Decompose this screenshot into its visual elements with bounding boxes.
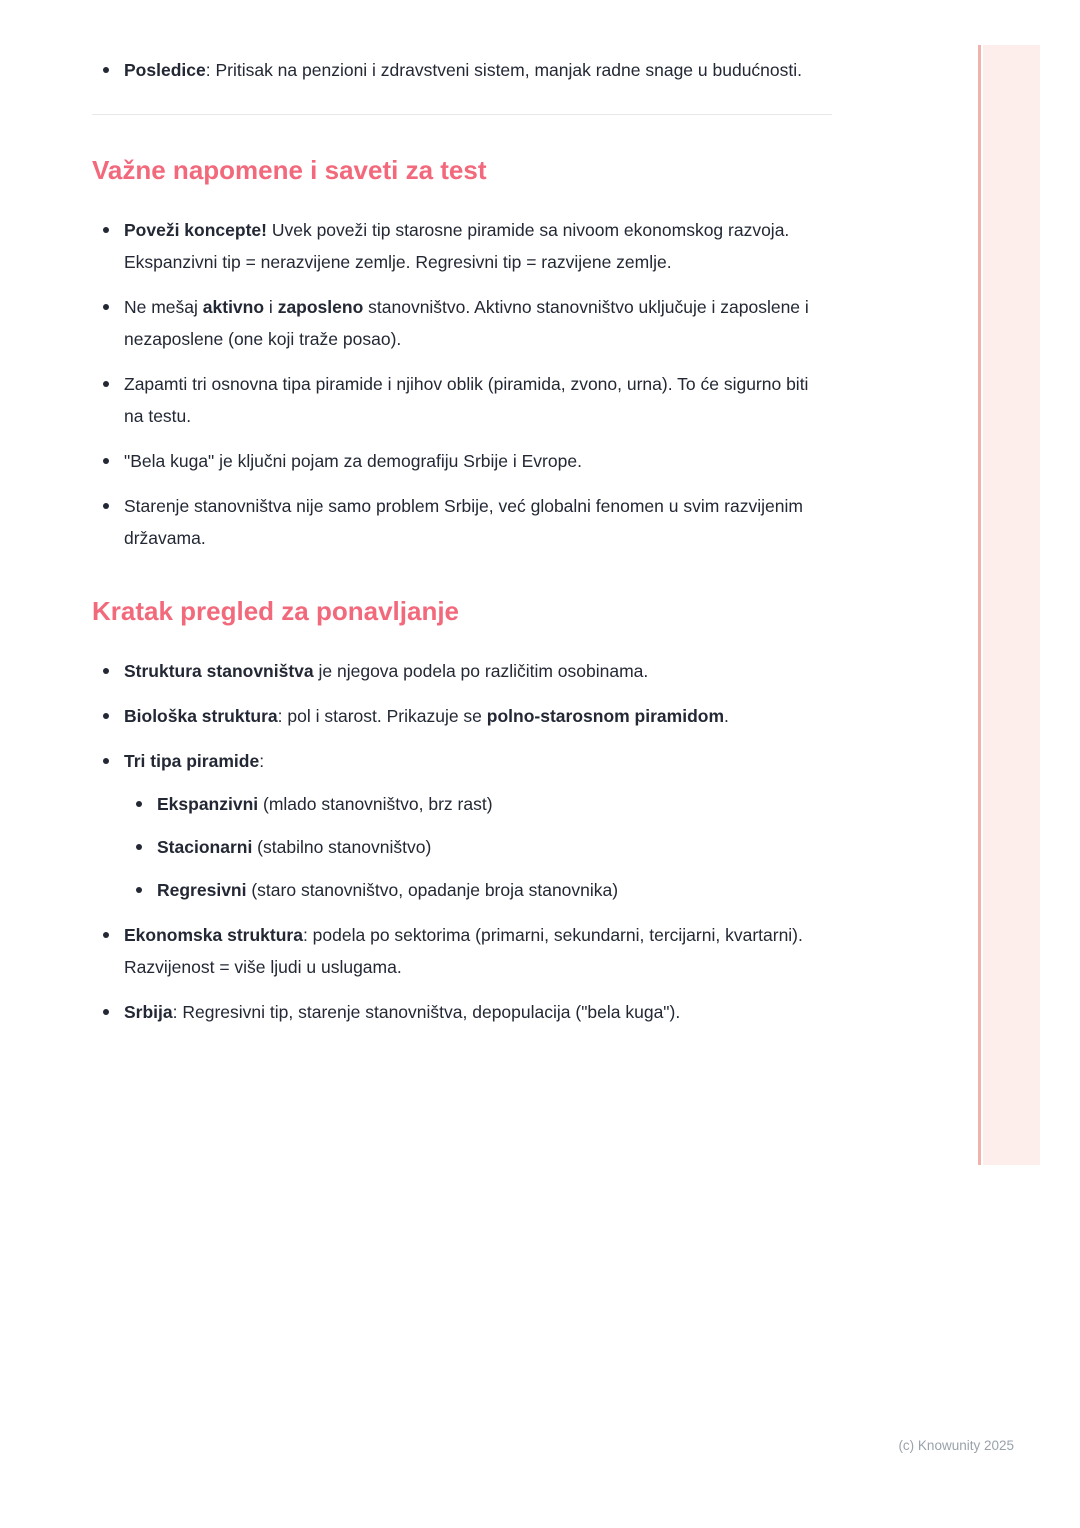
text-segment: je njegova podela po različitim osobinama.: [313, 661, 649, 681]
text-segment: "Bela kuga" je ključni pojam za demografiju Srbije i Evrope.: [124, 451, 582, 471]
text-segment-bold: Regresivni: [157, 880, 247, 900]
text-segment: : Pritisak na penzioni i zdravstveni sistem, manjak radne snage u budućnosti.: [205, 60, 803, 80]
sub-list-item: [124, 874, 832, 906]
text-segment-bold: Srbija: [124, 1002, 173, 1022]
list-item: [92, 291, 832, 355]
text-segment-bold: Struktura stanovništva: [124, 661, 314, 681]
text-segment: Starenje stanovništva nije samo problem Srbije, već globalni fenomen u svim razvijenim državama.: [124, 496, 803, 548]
sub-list-item: [124, 831, 832, 863]
list-item: [92, 745, 832, 906]
margin-accent-line: [978, 45, 981, 1165]
text-segment: :: [259, 751, 265, 771]
notes-bullet-list: [92, 214, 832, 554]
text-segment: Zapamti tri osnovna tipa piramide i njihov oblik (piramida, zvono, urna). To će sigurno biti na testu.: [124, 374, 809, 426]
review-bullet-list: [92, 655, 832, 1028]
text-segment-bold: Poveži koncepte!: [124, 220, 267, 240]
text-segment-bold: polno-starosnom piramidom: [486, 706, 725, 726]
margin-accent-panel: [983, 45, 1040, 1165]
pyramid-types-sublist: [124, 788, 832, 906]
text-segment: : podela po sektorima (primarni, sekundarni, tercijarni, kvartarni). Razvijenost = više ljudi u uslugama.: [124, 925, 803, 977]
list-item: [92, 700, 832, 732]
text-segment-bold: Ekonomska struktura: [124, 925, 303, 945]
list-item: [92, 214, 832, 278]
section-divider: [92, 114, 832, 115]
text-segment: .: [724, 706, 729, 726]
section-heading-notes: Važne napomene i saveti za test: [92, 155, 487, 185]
list-item: [92, 996, 832, 1028]
text-segment: Uvek poveži tip starosne piramide sa nivoom ekonomskog razvoja. Ekspanzivni tip = nerazvijene zemlje. Regresivni tip = razvijene zemlje.: [124, 220, 790, 272]
list-item: [92, 368, 832, 432]
list-item: [92, 54, 832, 86]
text-segment-bold: Stacionarni: [157, 837, 253, 857]
text-segment: i: [264, 297, 278, 317]
text-segment-bold: aktivno: [202, 297, 265, 317]
text-segment: stanovništvo. Aktivno stanovništvo uključuje i zaposlene i nezaposlene (one koji traže posao).: [124, 297, 809, 349]
text-segment-bold: Posledice: [124, 60, 206, 80]
section-heading-review: Kratak pregled za ponavljanje: [92, 596, 460, 626]
list-item: [92, 919, 832, 983]
text-segment-bold: Ekspanzivni: [157, 794, 259, 814]
text-segment: Ne mešaj: [124, 297, 203, 317]
footer-copyright: (c) Knowunity 2025: [898, 1438, 1014, 1453]
text-segment: : pol i starost. Prikazuje se: [277, 706, 487, 726]
text-segment-bold: zaposleno: [277, 297, 364, 317]
list-item: [92, 490, 832, 554]
intro-bullet-list: [92, 54, 832, 86]
list-item: [92, 445, 832, 477]
sub-list-item: [124, 788, 832, 820]
text-segment: (stabilno stanovništvo): [252, 837, 432, 857]
text-segment: (staro stanovništvo, opadanje broja stanovnika): [246, 880, 619, 900]
text-segment: (mlado stanovništvo, brz rast): [258, 794, 493, 814]
list-item: [92, 655, 832, 687]
text-segment-bold: Biološka struktura: [124, 706, 278, 726]
content-area: [92, 54, 832, 1041]
text-segment: : Regresivni tip, starenje stanovništva, depopulacija ("bela kuga").: [172, 1002, 681, 1022]
text-segment-bold: Tri tipa piramide: [124, 751, 260, 771]
